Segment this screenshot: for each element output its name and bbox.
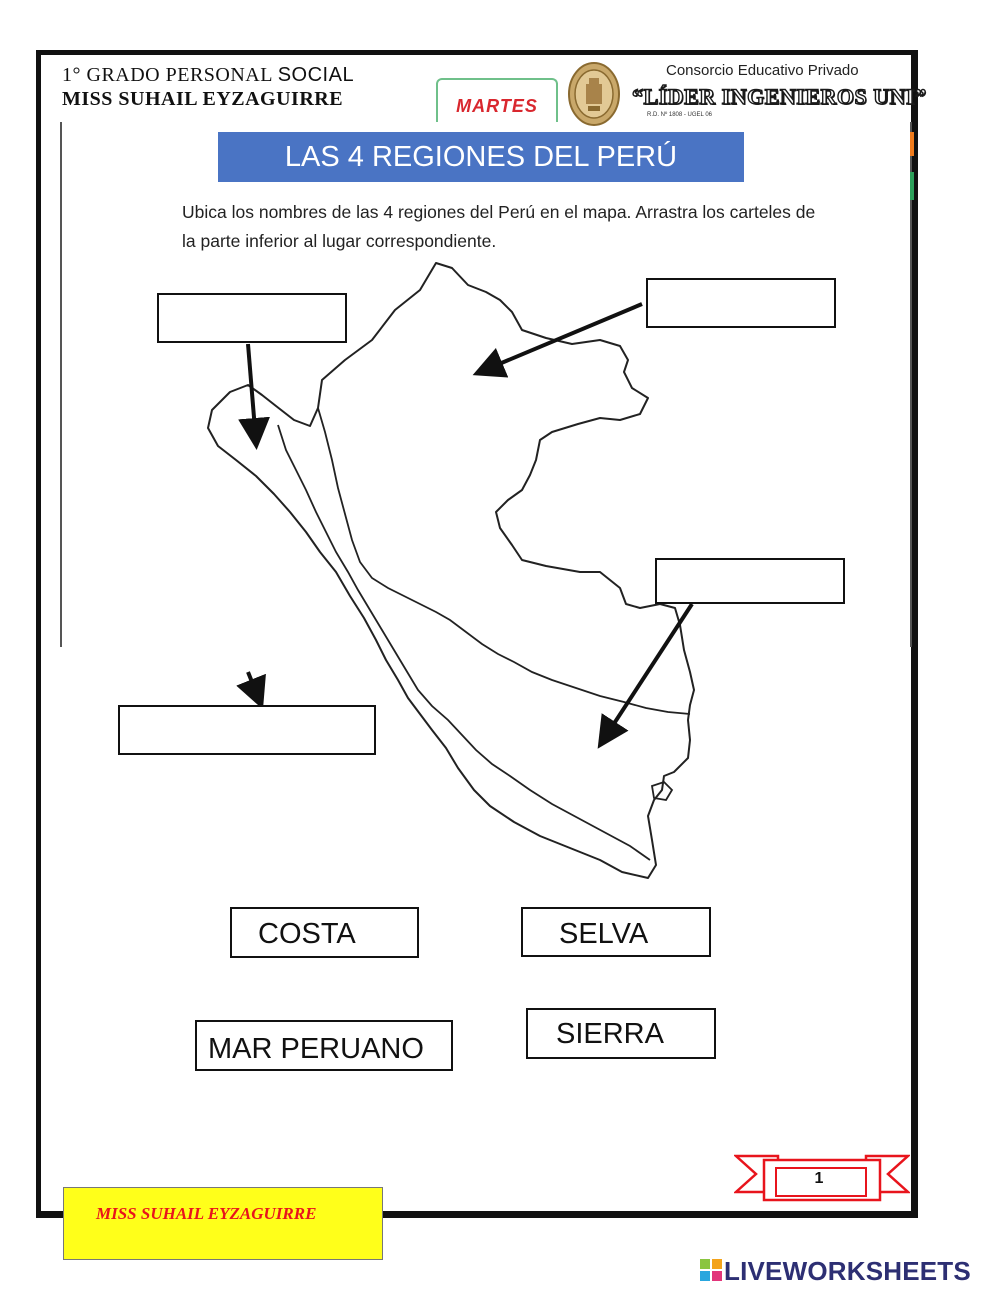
- school-consortium: Consorcio Educativo Privado: [666, 62, 859, 79]
- word-card-mar-peruano[interactable]: [195, 1020, 453, 1071]
- drop-zone-mar-peruano[interactable]: [118, 705, 376, 755]
- day-label: MARTES: [456, 96, 538, 116]
- arrow-bottom-right: [602, 604, 692, 742]
- word-card-sierra[interactable]: [526, 1008, 716, 1059]
- grade-label: 1° GRADO PERSONAL: [62, 64, 278, 86]
- arrow-bottom-left: [248, 672, 260, 702]
- costa-sierra-border: [278, 425, 650, 860]
- footer-teacher-box: [63, 1187, 383, 1260]
- page-number: 1: [814, 1170, 824, 1187]
- school-name: “LÍDER INGENIEROS UNI”: [632, 84, 927, 109]
- drop-zone-sierra[interactable]: [655, 558, 845, 604]
- word-card-mar-peruano-label: MAR PERUANO: [208, 1033, 424, 1065]
- word-card-costa-label: COSTA: [258, 918, 356, 950]
- arrow-top-left: [248, 344, 256, 442]
- word-card-sierra-label: SIERRA: [556, 1018, 664, 1050]
- worksheet-title: LAS 4 REGIONES DEL PERÚ: [218, 132, 744, 182]
- school-resolution: R.D. Nº 1808 - UGEL 06: [647, 112, 712, 118]
- arrow-top-right: [480, 304, 642, 372]
- liveworksheets-logo-icon: [700, 1259, 722, 1281]
- peru-outline: [208, 263, 694, 878]
- teacher-label: MISS SUHAIL EYZAGUIRRE: [62, 88, 344, 110]
- word-card-selva[interactable]: [521, 907, 711, 957]
- word-card-costa[interactable]: [230, 907, 419, 958]
- drop-zone-selva[interactable]: [646, 278, 836, 328]
- word-card-selva-label: SELVA: [559, 918, 649, 950]
- sierra-selva-border: [318, 408, 690, 714]
- footer-teacher-name: MISS SUHAIL EYZAGUIRRE: [96, 1204, 317, 1223]
- instructions-text: Ubica los nombres de las 4 regiones del Perú en el mapa. Arrastra los carteles de la parte inferior al lugar correspondiente.: [182, 202, 816, 251]
- liveworksheets-wordmark: LIVEWORKSHEETS: [724, 1256, 971, 1286]
- subject-label: SOCIAL: [277, 64, 355, 86]
- drop-zone-costa[interactable]: [157, 293, 347, 343]
